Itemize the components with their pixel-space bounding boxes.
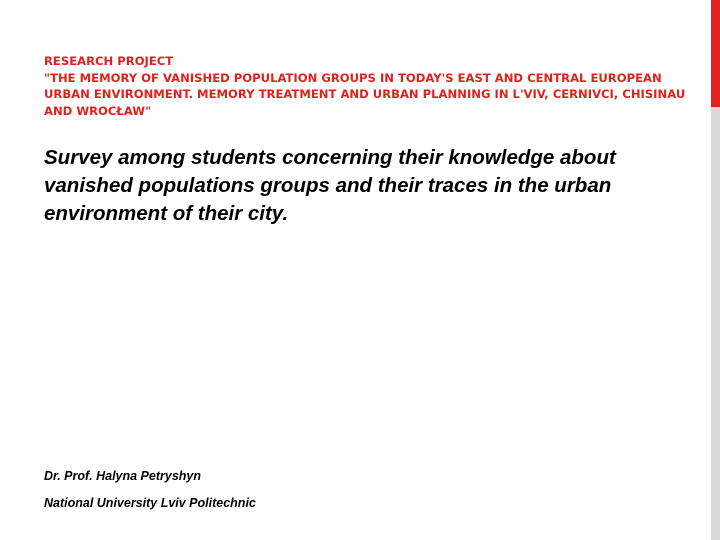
accent-bar-gray xyxy=(711,107,720,540)
author-affiliation: National University Lviv Politechnic xyxy=(44,496,256,510)
title-line-project-name: "THE MEMORY OF VANISHED POPULATION GROUPS IN TODAY'S EAST AND CENTRAL EUROPEAN URBAN ENVIRONMENT. MEMORY TREATMENT AND URBAN PLANNING IN L'VIV, CERNIVCI, CHISINAU AND WROCŁAW" xyxy=(44,70,686,118)
slide-title xyxy=(44,53,694,119)
title-line-research-project: RESEARCH PROJECT xyxy=(44,54,174,68)
accent-bar-red xyxy=(711,0,720,107)
author-name: Dr. Prof. Halyna Petryshyn xyxy=(44,469,202,483)
slide-subtitle: Survey among students concerning their knowledge about vanished populations groups and their traces in the urban environment of their city. xyxy=(44,146,616,225)
